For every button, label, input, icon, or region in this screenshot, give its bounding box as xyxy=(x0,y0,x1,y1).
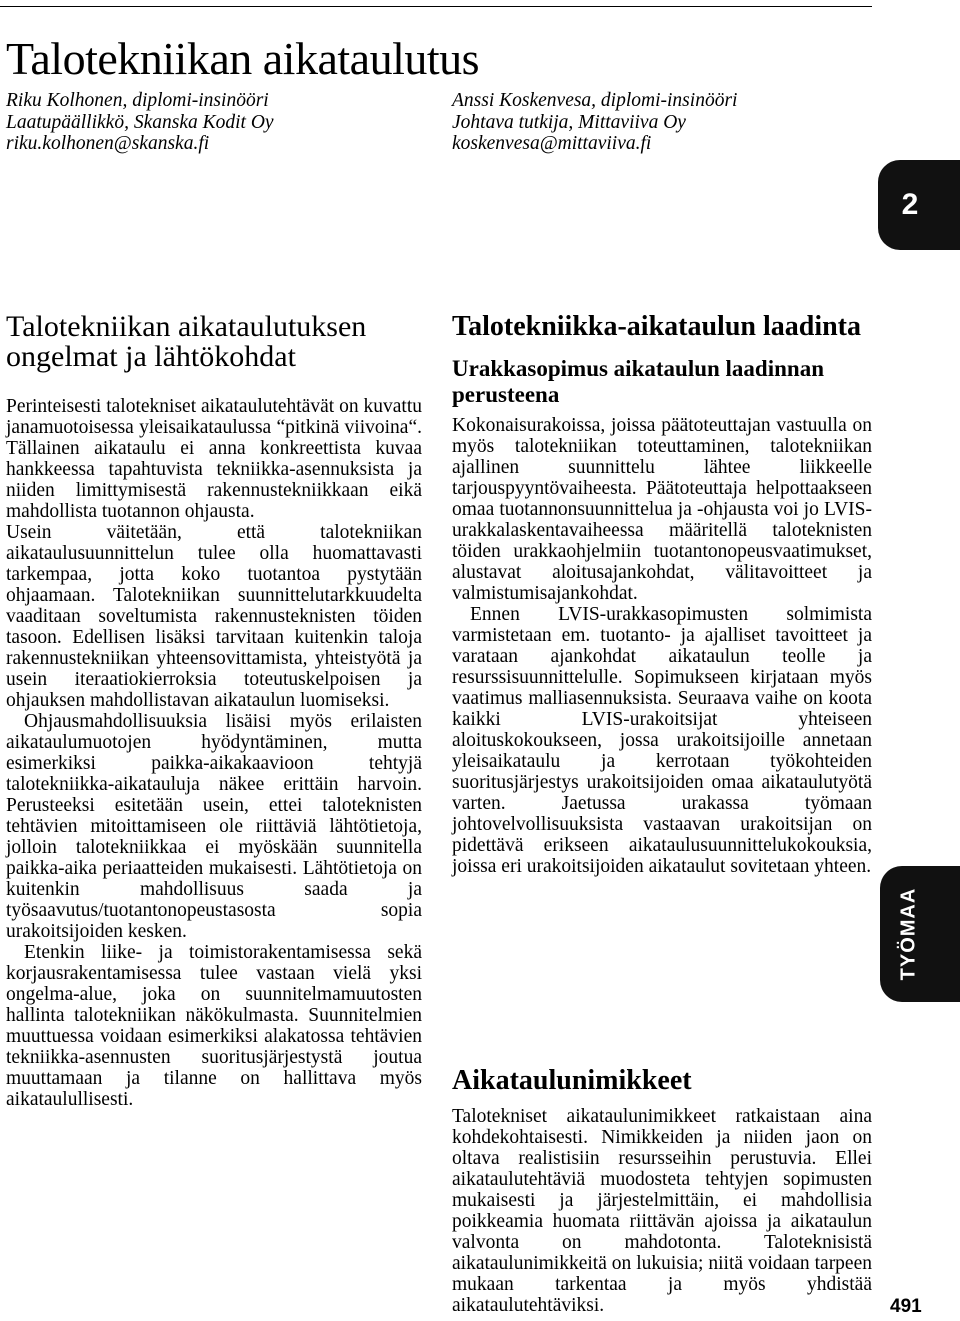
paragraph: Talotekniset aikataulunimikkeet ratkaistaan aina kohdekohtaisesti. Nimikkeiden ja niiden jaon on oltava realistisiin resursseihin perustuvia. Ellei aikataulutehtäviä muodosteta tehtyjen sopimusten mukaisesti ja järjestelmittäin, ei mahdollisia poikkeamia huomata riittävän ajoissa ja aikataulun valvonta on mahdotonta. Taloteknisistä aikataulunimikkeitä on lukuisia; niitä voidaan tarpeen mukaan tarkentaa ja myös yhdistää aikataulutehtäviksi. xyxy=(452,1106,872,1316)
author-role: Johtava tutkija, Mittaviiva Oy xyxy=(452,111,686,133)
page-title: Talotekniikan aikataulutus xyxy=(6,33,480,84)
section-heading: Talotekniikka-aikataulun laadinta xyxy=(452,311,862,342)
section-heading: Talotekniikan aikataulutuksen ongelmat ja lähtökohdat xyxy=(6,310,367,373)
paragraph: Usein väitetään, että talotekniikan aikataulusuunnittelun tulee olla huomattavasti tarkempaa, jotta koko tuotantoa pystytään ohjaamaan. Talotekniikan suunnittelutarkkuudelta vaaditaan soveltumista rakennusteknisten töiden tasoon. Edellisen lisäksi tarvitaan kuitenkin taloja rakennustekniikan yhteensovittamista, yhteistyötä ja usein iteraatiokierroksia toteutuskelpoisen ja ohjauksen mahdollistavan aikataulun luomiseksi. xyxy=(6,522,422,711)
author-email: riku.kolhonen@skanska.fi xyxy=(6,133,210,154)
chapter-tab xyxy=(878,160,960,250)
author-name: Anssi Koskenvesa, diplomi-insinööri xyxy=(452,90,738,111)
author-role: Laatupäällikkö, Skanska Kodit Oy xyxy=(6,111,274,133)
section-tab xyxy=(880,866,960,1002)
author-email: koskenvesa@mittaviiva.fi xyxy=(452,133,652,154)
paragraph: Ennen LVIS-urakkasopimusten solmimista varmistetaan em. tuotanto- ja ajalliset tavoitteet ja varataan ajankohdat aikataulun teolle ja resurssisuunnittelulle. Sopimukseen kirjataan myös vaatimus malliasennuksista. Seuraava vaihe on koota kaikki LVIS-urakoitsijat yhteiseen aloituskokoukseen, jossa urakoitsijoille annetaan yleisaikataulu ja kerrotaan työkohteiden suoritusjärjestys urakoitsijoiden omaa aikataulutyötä varten. Jaetussa urakassa työmaan johtovelvollisuuksista vastaavan urakoitsijan on pidettävä erikseen aikataulusuunnittelukokouksia, joissa eri urakoitsijoiden aikataulut sovitetaan yhteen. xyxy=(452,604,872,877)
page-number: 491 xyxy=(890,1296,922,1317)
top-rule xyxy=(0,6,872,7)
section-heading-2: Aikataulunimikkeet xyxy=(452,1065,692,1096)
author-block-2 xyxy=(452,90,737,155)
subsection-heading: Urakkasopimus aikataulun laadinnan perusteena xyxy=(452,356,824,407)
section-tab-label: TYÖMAA xyxy=(897,887,920,981)
paragraph: Etenkin liike- ja toimistorakentamisessa sekä korjausrakentamisessa tulee vastaan vielä yksi ongelma-alue, joka on suunnitelmamuutosten hallinta talotekniikan näkökulmasta. Suunnitelmien muuttuessa voidaan esimerkiksi alakatossa tehtävien tekniikka-asennusten suoritusjärjestystä joutua muuttamaan ja tilanne on hallittava myös aikataulullisesti. xyxy=(6,942,422,1110)
left-column xyxy=(6,312,422,1110)
paragraph: Ohjausmahdollisuuksia lisäisi myös erilaisten aikataulumuotojen hyödyntäminen, mutta esimerkiksi paikka-aikakaavioon tehtyjä talotekniikka-aikatauluja näkee erittäin harvoin. Perusteeksi esitetään usein, ettei taloteknisten tehtävien mitoittamiseen ole riittäviä lähtötietoja, jolloin talotekniikkaa ei myöskään suunnitella paikka-aika periaatteiden mukaisesti. Lähtötietoja on kuitenkin mahdollisuus saada ja työsaavutus/tuotantonopeustasosta sopia urakoitsijoiden kesken. xyxy=(6,711,422,942)
paragraph: Perinteisesti talotekniset aikataulutehtävät on kuvattu janamuotoisessa yleisaikataulussa “pitkinä viivoina“. Tällainen aikataulu ei anna konkreettista kuvaa hankkeessa tapahtuvista tekniikka-asennuksista ja niiden limittymisestä rakennustekniikkaan eikä mahdollista tuotannon ohjausta. xyxy=(6,396,422,522)
author-name: Riku Kolhonen, diplomi-insinööri xyxy=(6,90,269,111)
paragraph: Kokonaisurakoissa, joissa päätoteuttajan vastuulla on myös talotekniikan toteuttaminen, talotekniikan ajallinen suunnittelu lähtee liikkeelle tarjouspyyntövaiheesta. Päätoteuttaja helpottaakseen omaa tuotannonsuunnittelua ja -ohjausta voi jo LVIS-urakkalaskentavaiheessa määritellä taloteknisten töiden urakkaohjelmiin tuotantonopeusvaatimukset, alustavat aloitusajankohdat, välitavoitteet ja valmistumisajankohdat. xyxy=(452,415,872,604)
right-column xyxy=(452,312,872,877)
author-block-1 xyxy=(6,90,274,155)
chapter-number: 2 xyxy=(901,188,919,221)
right-column-lower xyxy=(452,1066,872,1316)
